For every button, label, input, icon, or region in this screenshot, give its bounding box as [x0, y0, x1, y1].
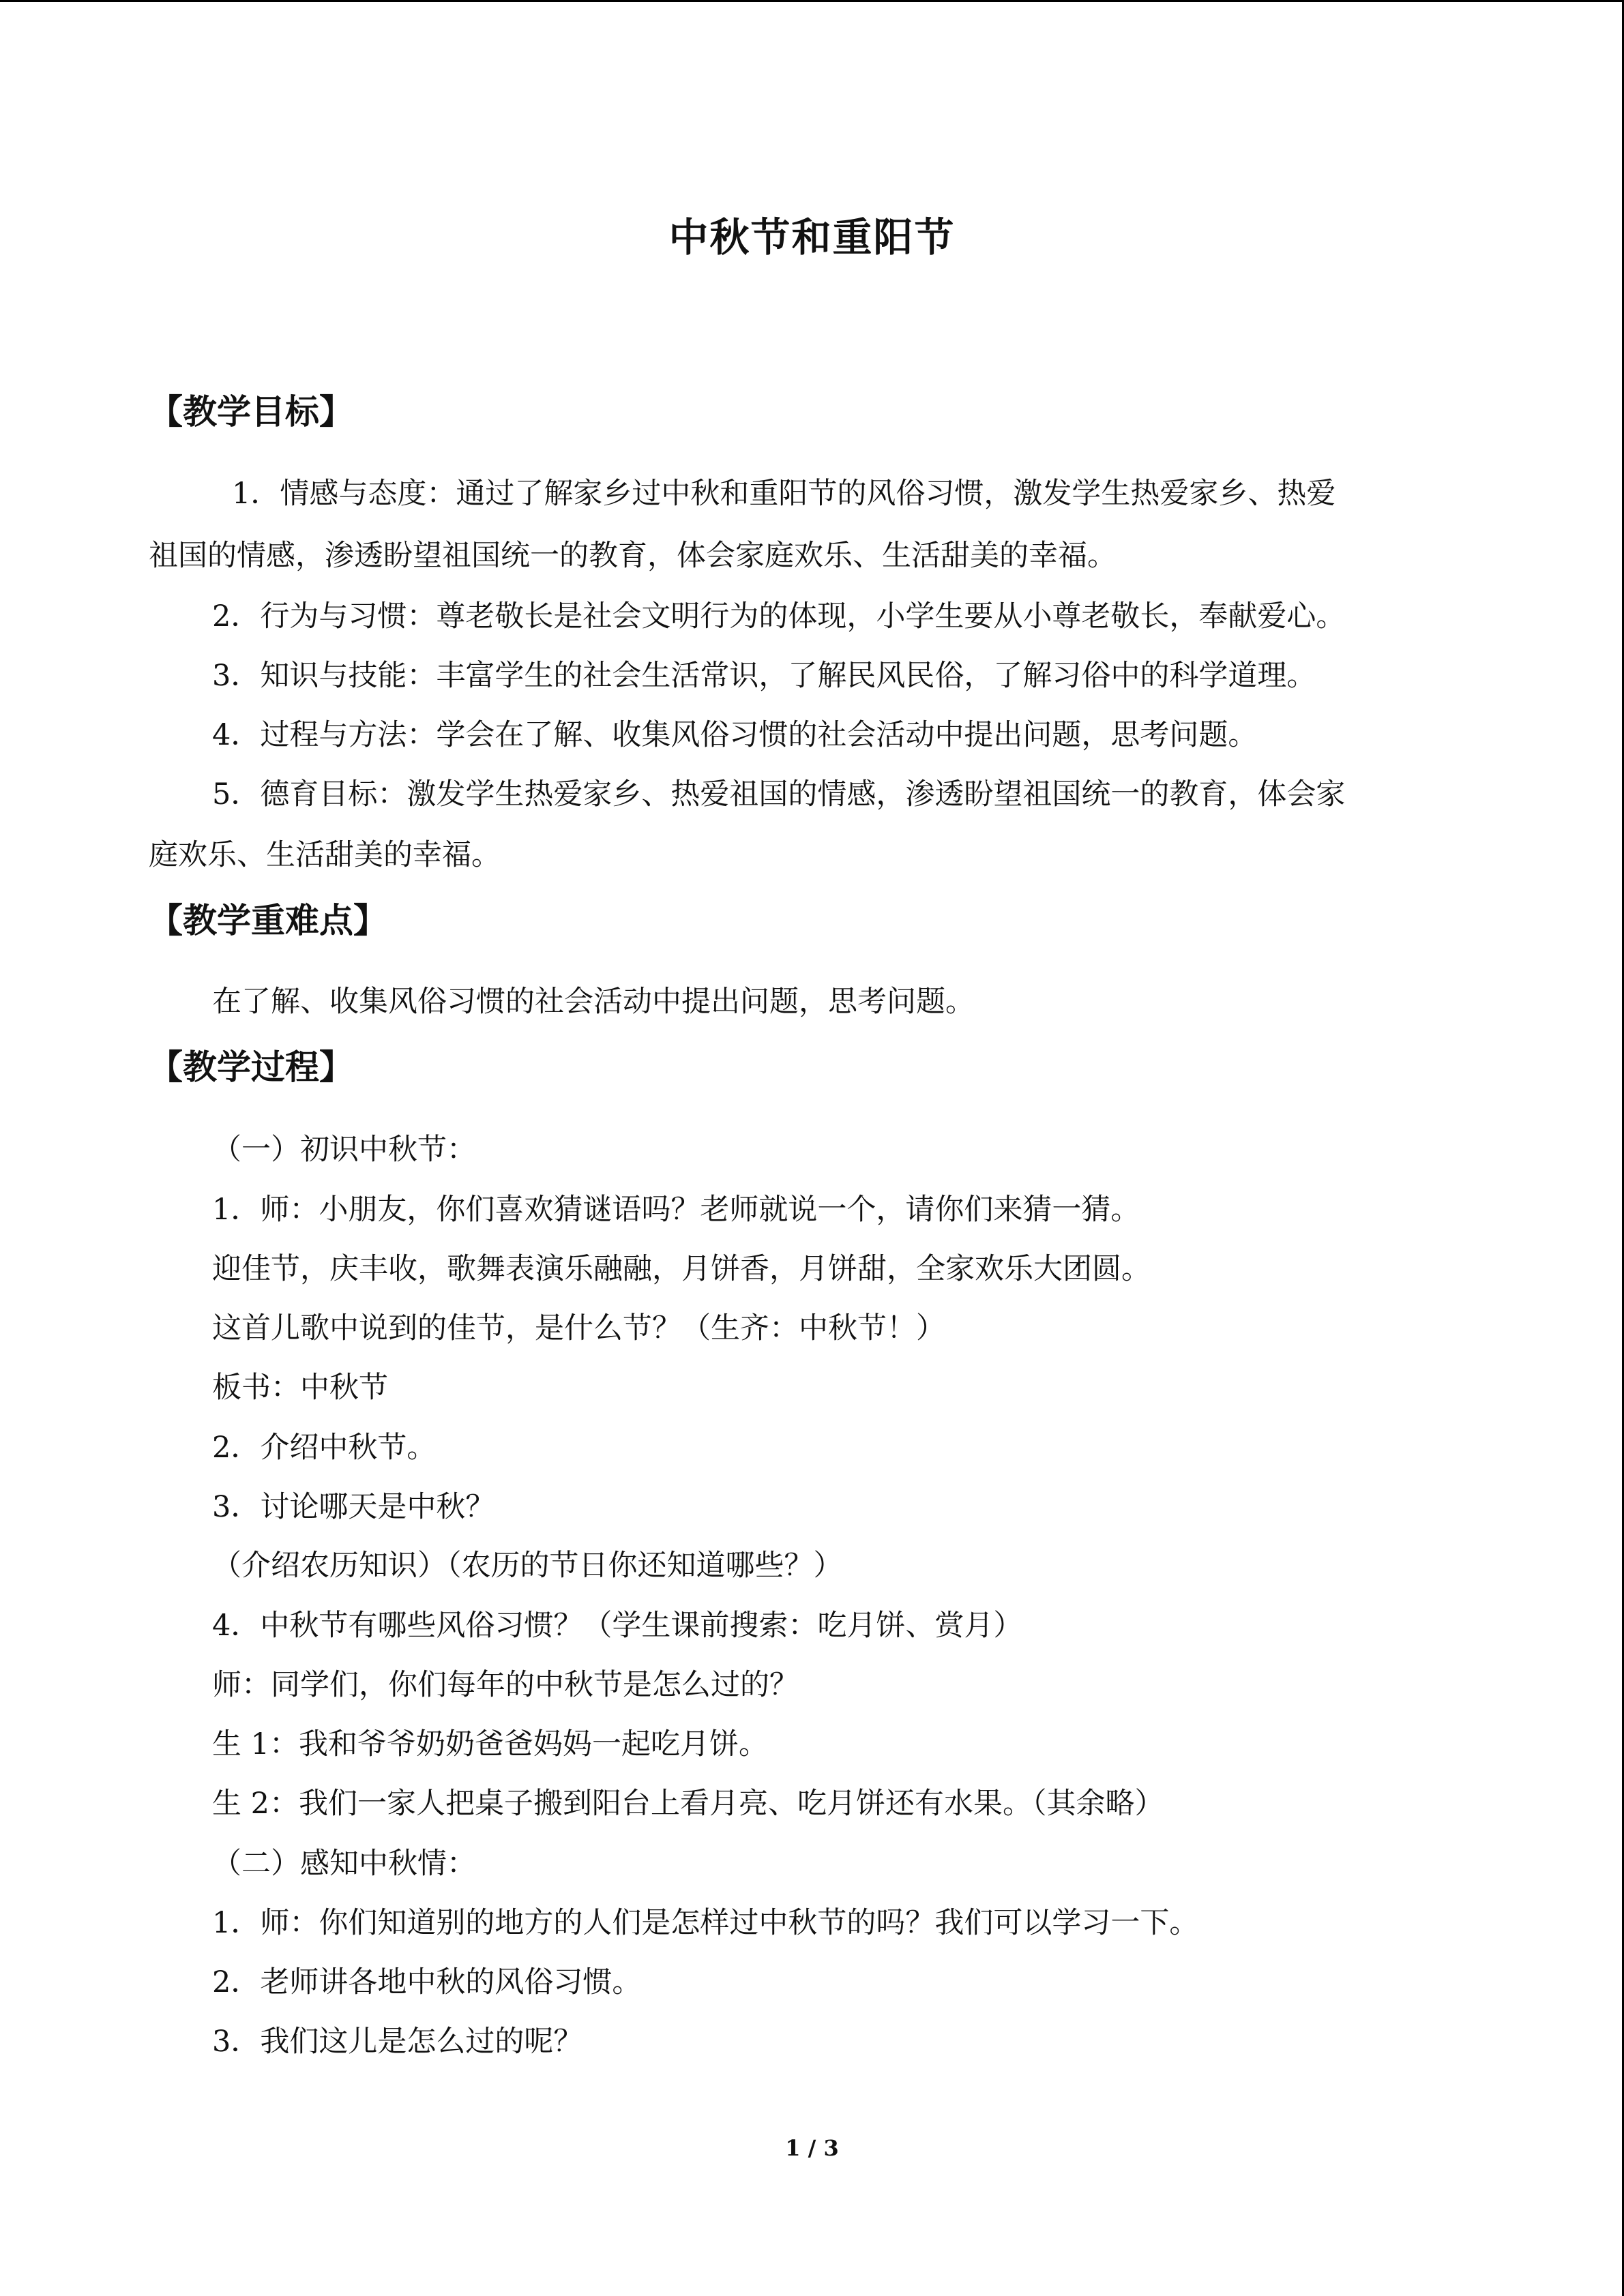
document-title: 中秋节和重阳节 — [668, 214, 956, 260]
objective-2: 2．行为与习惯：尊老敬长是社会文明行为的体现，小学生要从小尊老敬长，奉献爱心。 — [212, 599, 1346, 633]
process-line: （二）感知中秋情： — [212, 1847, 476, 1881]
process-heading: 【教学过程】 — [149, 1047, 353, 1087]
process-line: 生 1：我和爷爷奶奶爸爸妈妈一起吃月饼。 — [212, 1727, 769, 1761]
process-line: 生 2：我们一家人把桌子搬到阳台上看月亮、吃月饼还有水果。（其余略） — [212, 1787, 1164, 1821]
process-line: 2．介绍中秋节。 — [212, 1431, 437, 1465]
objective-5-line-2: 庭欢乐、生活甜美的幸福。 — [149, 838, 501, 872]
objective-1-line-1: 1．情感与态度：通过了解家乡过中秋和重阳节的风俗习惯，激发学生热爱家乡、热爱 — [232, 477, 1336, 511]
process-line: 2．老师讲各地中秋的风俗习惯。 — [212, 1965, 642, 1999]
objective-4: 4．过程与方法：学会在了解、收集风俗习惯的社会活动中提出问题，思考问题。 — [212, 718, 1258, 752]
page-number: 1 / 3 — [785, 2135, 839, 2161]
process-line: （介绍农历知识）（农历的节日你还知道哪些？） — [212, 1549, 843, 1583]
process-line: 师：同学们，你们每年的中秋节是怎么过的？ — [212, 1668, 799, 1702]
process-line: 这首儿歌中说到的佳节，是什么节？（生齐：中秋节！） — [212, 1311, 945, 1345]
process-line: 迎佳节，庆丰收，歌舞表演乐融融，月饼香，月饼甜，全家欢乐大团圆。 — [212, 1252, 1151, 1286]
page-border-top — [0, 0, 1624, 2]
difficulties-heading: 【教学重难点】 — [149, 900, 387, 940]
process-line: 1．师：你们知道别的地方的人们是怎样过中秋节的吗？我们可以学习一下。 — [212, 1906, 1199, 1940]
difficulties-text: 在了解、收集风俗习惯的社会活动中提出问题，思考问题。 — [212, 985, 975, 1019]
process-line: （一）初识中秋节： — [212, 1133, 476, 1167]
objective-5-line-1: 5．德育目标：激发学生热爱家乡、热爱祖国的情感，渗透盼望祖国统一的教育，体会家 — [212, 777, 1346, 811]
process-line: 4．中秋节有哪些风俗习惯？（学生课前搜索：吃月饼、赏月） — [212, 1609, 1023, 1643]
process-line: 板书：中秋节 — [212, 1371, 388, 1405]
objective-3: 3．知识与技能：丰富学生的社会生活常识，了解民风民俗，了解习俗中的科学道理。 — [212, 659, 1316, 693]
objectives-heading: 【教学目标】 — [149, 391, 353, 432]
process-line: 3．讨论哪天是中秋？ — [212, 1490, 495, 1524]
process-line: 3．我们这儿是怎么过的呢？ — [212, 2025, 583, 2059]
objective-1-line-2: 祖国的情感，渗透盼望祖国统一的教育，体会家庭欢乐、生活甜美的幸福。 — [149, 539, 1117, 573]
process-line: 1．师：小朋友，你们喜欢猜谜语吗？老师就说一个，请你们来猜一猜。 — [212, 1193, 1140, 1227]
